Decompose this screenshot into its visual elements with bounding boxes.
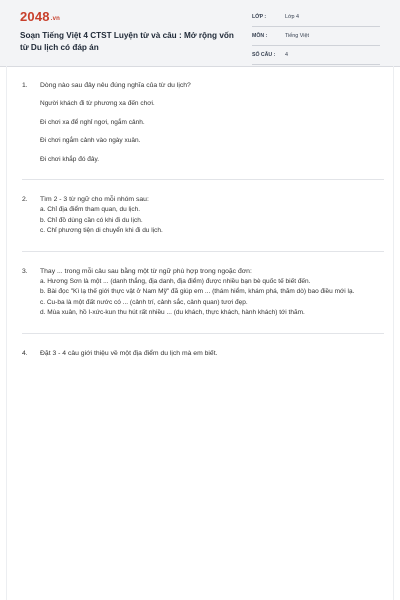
question-number: 1. — [22, 82, 28, 89]
question-text: Thay ... trong mỗi câu sau bằng một từ ngữ phù hợp trong ngoặc đơn: — [40, 267, 252, 275]
question-3 — [22, 266, 384, 319]
question-4 — [22, 348, 384, 359]
answer-option[interactable]: Đi chơi xa để nghỉ ngơi, ngắm cảnh. — [40, 118, 145, 126]
sub-item: b. Bài đọc "Kì lạ thế giới thực vật ở Nam Mỹ" đã giúp em ... (thám hiểm, khám phá, thăm dò) bao điều mới lạ. — [40, 288, 355, 295]
document-title: Soạn Tiếng Việt 4 CTST Luyện từ và câu : Mở rộng vốn từ Du lịch có đáp án — [20, 31, 234, 52]
question-text: Đặt 3 - 4 câu giới thiệu về một địa điểm du lịch mà em biết. — [40, 349, 218, 357]
meta-row-subject — [252, 29, 380, 46]
meta-row-grade — [252, 10, 380, 27]
meta-panel — [252, 10, 380, 67]
question-2 — [22, 194, 384, 237]
questions-list — [22, 80, 384, 359]
question-text: Tìm 2 - 3 từ ngữ cho mỗi nhóm sau: — [40, 196, 149, 203]
meta-value-grade: Lớp 4 — [285, 14, 300, 20]
question-divider — [22, 333, 384, 334]
answer-option[interactable]: Đi chơi khắp đó đây. — [40, 155, 100, 163]
meta-label-count: SỐ CÂU : — [252, 52, 276, 58]
meta-value-subject: Tiếng Việt — [285, 33, 309, 39]
question-divider — [22, 179, 384, 180]
sub-item: d. Mùa xuân, hồ I-xức-kun thu hút rất nhiều ... (du khách, thực khách, hành khách) tới thăm. — [40, 309, 305, 316]
meta-row-count — [252, 48, 380, 65]
meta-value-count: 4 — [285, 52, 288, 58]
sub-item: c. Chỉ phương tiện di chuyển khi đi du lịch. — [40, 227, 163, 234]
page-header — [0, 0, 400, 67]
answer-option[interactable]: Đi chơi ngắm cảnh vào ngày xuân. — [40, 137, 141, 144]
sub-item: c. Cu-ba là một đất nước có ... (cảnh trí, cảnh sắc, cảnh quan) tươi đẹp. — [40, 298, 248, 306]
sub-item: b. Chỉ đồ dùng cần có khi đi du lịch. — [40, 216, 143, 224]
meta-label-subject: MÔN : — [252, 33, 268, 39]
question-text: Dòng nào sau đây nêu đúng nghĩa của từ du lịch? — [40, 82, 191, 89]
logo-tld: .vn — [50, 16, 61, 22]
question-1 — [22, 80, 384, 165]
answer-option[interactable]: Người khách đi từ phương xa đến chơi. — [40, 100, 155, 107]
page-border-left — [6, 66, 7, 600]
sub-item: a. Chỉ địa điểm tham quan, du lịch. — [40, 206, 141, 213]
page-border-right — [393, 66, 394, 600]
meta-label-grade: LỚP : — [252, 14, 267, 20]
question-number: 3. — [22, 267, 28, 275]
question-number: 2. — [22, 196, 28, 203]
question-number: 4. — [22, 349, 28, 357]
site-logo[interactable] — [20, 9, 60, 24]
question-divider — [22, 251, 384, 252]
sub-item: a. Hương Sơn là một ... (danh thắng, địa danh, địa điểm) được nhiều bạn bè quốc tế biết đến. — [40, 277, 311, 285]
logo-text: 2048 — [20, 9, 50, 24]
